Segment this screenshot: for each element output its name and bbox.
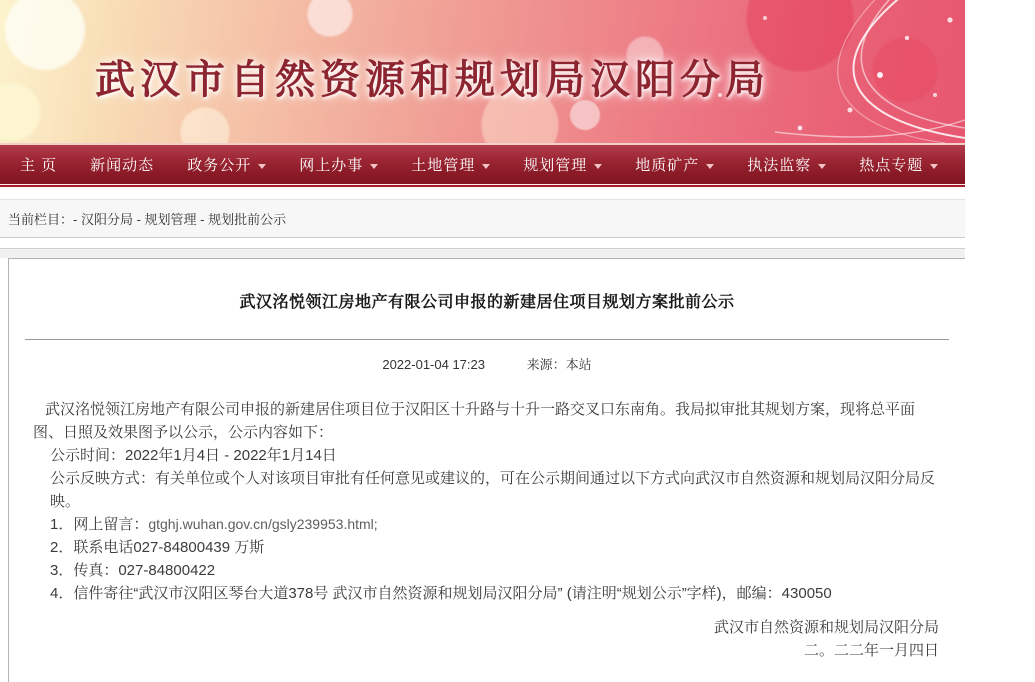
breadcrumb-crumb[interactable]: 规划管理 — [144, 212, 197, 227]
breadcrumb-separator: - — [73, 212, 81, 227]
chevron-down-icon — [482, 164, 490, 169]
article-signature-block — [19, 616, 955, 662]
main-nav — [0, 143, 1035, 184]
nav-item-label: 执法监察 — [747, 157, 812, 174]
nav-item-label: 政务公开 — [187, 157, 252, 174]
breadcrumb-crumb[interactable]: 汉阳分局 — [80, 212, 133, 227]
breadcrumb-path — [73, 209, 286, 228]
item-fax: 3．传真：027-84800422 — [50, 562, 216, 579]
chevron-down-icon — [706, 164, 714, 169]
site-banner — [0, 0, 965, 143]
signature-org: 武汉市自然资源和规划局汉阳分局 — [713, 619, 939, 636]
nav-item-label: 新闻动态 — [90, 157, 155, 174]
breadcrumb-separator: - — [132, 212, 145, 227]
nav-item-label: 规划管理 — [523, 157, 588, 174]
publicity-period: 公示时间：2022年1月4日 - 2022年1月14日 — [50, 447, 337, 464]
nav-item-label: 网上办事 — [299, 157, 364, 174]
nav-item-label: 热点专题 — [859, 157, 924, 174]
nav-item-planning[interactable] — [523, 154, 602, 175]
nav-item-topics[interactable] — [859, 154, 938, 175]
article-box — [8, 258, 965, 682]
divider-band — [0, 248, 965, 258]
chevron-down-icon — [818, 164, 826, 169]
article-source: 来源：本站 — [526, 357, 592, 372]
content-area — [0, 258, 965, 682]
chevron-down-icon — [258, 164, 266, 169]
chevron-down-icon — [370, 164, 378, 169]
breadcrumb-label: 当前栏目： — [8, 212, 74, 227]
online-message-link[interactable]: gtghj.wuhan.gov.cn/gsly239953.html; — [148, 516, 378, 532]
nav-item-label: 地质矿产 — [635, 157, 700, 174]
nav-item-enforcement[interactable] — [747, 154, 826, 175]
title-divider — [25, 339, 949, 340]
nav-item-online[interactable] — [299, 154, 378, 175]
article-meta — [19, 354, 955, 373]
nav-item-label: 土地管理 — [411, 157, 476, 174]
item-mail: 4．信件寄往“武汉市汉阳区琴台大道378号 武汉市自然资源和规划局汉阳分局” (请注明“规划公示”字样)，邮编：430050 — [50, 585, 832, 602]
article-title: 武汉洺悦领江房地产有限公司申报的新建居住项目规划方案批前公示 — [239, 294, 735, 311]
breadcrumb-crumb[interactable]: 规划批前公示 — [208, 212, 287, 227]
publish-datetime: 2022-01-04 17:23 — [382, 357, 485, 372]
spacer — [0, 187, 965, 199]
breadcrumb — [0, 199, 965, 238]
signature-date: 二。二二年一月四日 — [803, 642, 939, 659]
nav-item-label: 网上信箱 — [971, 157, 1035, 174]
breadcrumb-separator: - — [196, 212, 209, 227]
spacer — [0, 238, 965, 248]
nav-item-land[interactable] — [411, 154, 490, 175]
item-online-message-prefix: 1．网上留言： — [50, 516, 149, 533]
article-body — [19, 398, 955, 605]
chevron-down-icon — [930, 164, 938, 169]
nav-item-mailbox[interactable] — [971, 154, 1035, 175]
nav-item-label: 主 页 — [20, 157, 58, 174]
nav-item-home[interactable] — [20, 154, 57, 175]
nav-item-geology[interactable] — [635, 154, 714, 175]
nav-item-gov-open[interactable] — [187, 154, 266, 175]
nav-item-news[interactable] — [90, 154, 154, 175]
feedback-method: 公示反映方式：有关单位或个人对该项目审批有任何意见或建议的，可在公示期间通过以下方式向武汉市自然资源和规划局汉阳分局反映。 — [50, 470, 936, 510]
item-phone: 2．联系电话027-84800439 万斯 — [50, 539, 265, 556]
intro-paragraph: 武汉洺悦领江房地产有限公司申报的新建居住项目位于汉阳区十升路与十升一路交叉口东南角。我局拟审批其规划方案，现将总平面图、日照及效果图予以公示，公示内容如下： — [33, 401, 916, 441]
item-online-message — [33, 513, 941, 536]
chevron-down-icon — [594, 164, 602, 169]
site-title: 武汉市自然资源和规划局汉阳分局 — [95, 58, 770, 102]
